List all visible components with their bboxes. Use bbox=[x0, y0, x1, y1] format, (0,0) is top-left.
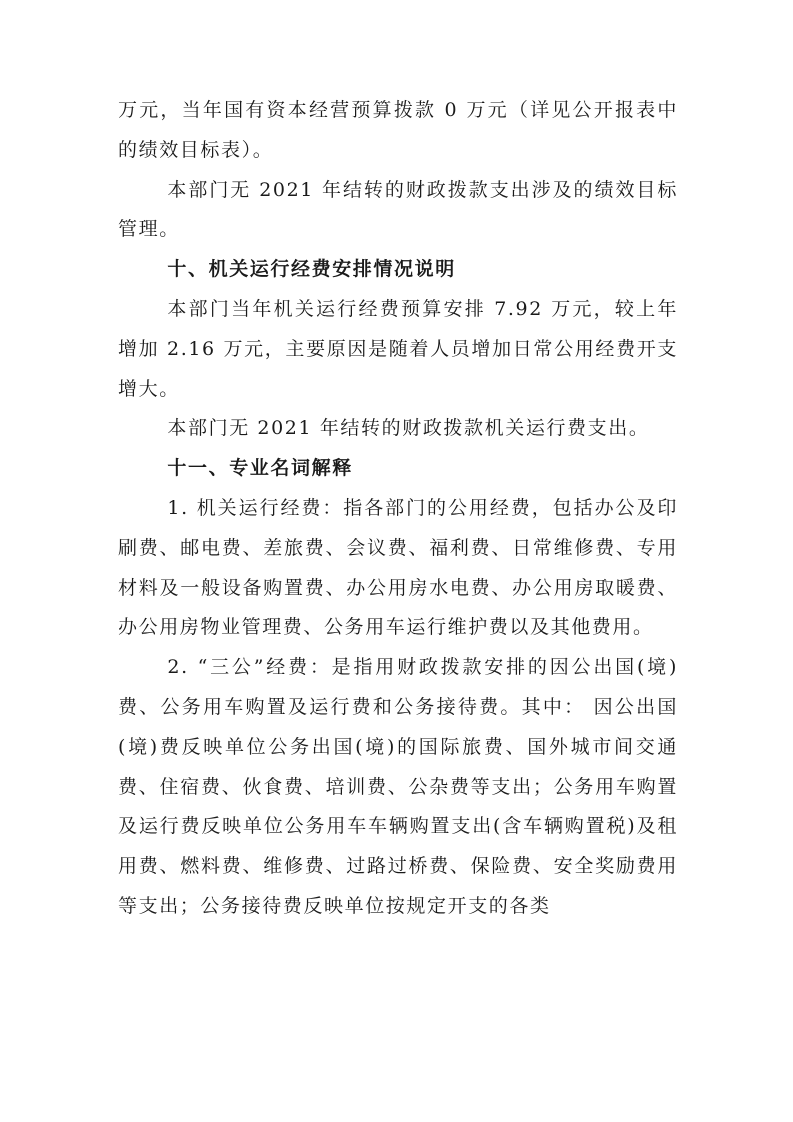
paragraph-carryover: 本部门无 2021 年结转的财政拨款机关运行费支出。 bbox=[167, 417, 650, 440]
paragraph-operating-budget: 本部门当年机关运行经费预算安排 7.92 万元，较上年增加 2.16 万元，主要原因是随着人员增加日常公用经费开支增大。 bbox=[118, 297, 678, 400]
document-page bbox=[118, 91, 678, 927]
paragraph-performance-goal: 本部门无 2021 年结转的财政拨款支出涉及的绩效目标管理。 bbox=[118, 178, 678, 241]
section-heading-10: 十、机关运行经费安排情况说明 bbox=[167, 258, 456, 281]
paragraph-term-three-public: 2. “三公”经费：是指用财政拨款安排的因公出国(境)费、公务用车购置及运行费和公务接待费。其中： 因公出国(境)费反映单位公务出国(境)的国际旅费、国外城市间交通费、住宿费、伙食费、培训费、公杂费等支出；公务用车购置及运行费反映单位公务用车车辆购置支出(含车辆购置税)及租用费、燃料费、维修费、过路过桥费、保险费、安全奖励费用等支出；公务接待费反映单位按规定开支的各类 bbox=[118, 656, 678, 917]
paragraph-term-operating-funds: 1. 机关运行经费：指各部门的公用经费，包括办公及印刷费、邮电费、差旅费、会议费、福利费、日常维修费、专用材料及一般设备购置费、办公用房水电费、办公用房取暖费、办公用房物业管理费、公务用车运行维护费以及其他费用。 bbox=[118, 496, 678, 639]
paragraph-continuation: 万元，当年国有资本经营预算拨款 0 万元（详见公开报表中的绩效目标表）。 bbox=[118, 99, 678, 161]
section-heading-11: 十一、专业名词解释 bbox=[167, 457, 353, 480]
